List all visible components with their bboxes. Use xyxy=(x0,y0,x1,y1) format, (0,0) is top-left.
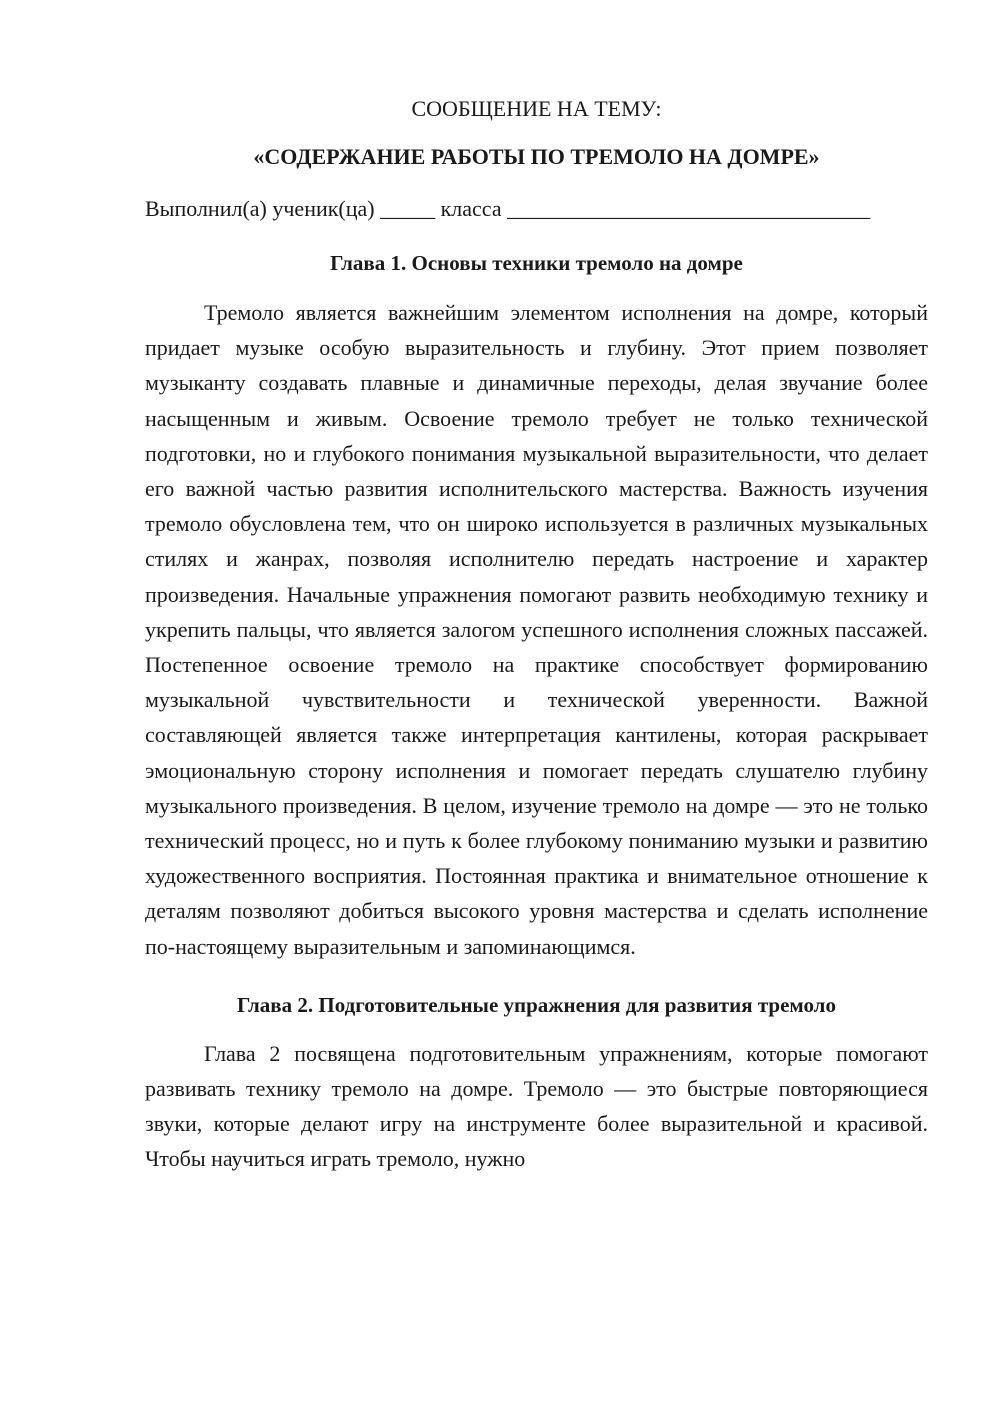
chapter-2-paragraph: Глава 2 посвящена подготовительным упражнениям, которые помогают развивать технику тремоло на домре. Тремоло — это быстрые повторяющиеся звуки, которые делают игру на инструменте более выразительной и красивой. Чтобы научиться играть тремоло, нужно xyxy=(145,1040,928,1172)
chapter-2-heading: Глава 2. Подготовительные упражнения для развития тремоло xyxy=(237,992,836,1017)
document-title-line-2: «СОДЕРЖАНИЕ РАБОТЫ ПО ТРЕМОЛО НА ДОМРЕ» xyxy=(253,144,820,169)
chapter-1-heading: Глава 1. Основы техники тремоло на домре xyxy=(330,251,743,275)
chapter-1-paragraph: Тремоло является важнейшим элементом исполнения на домре, который придает музыке особую выразительность и глубину. Этот прием позволяет музыканту создавать плавные и динамичные переходы, делая звучание более насыщенным и живым. Освоение тремоло требует не только технической подготовки, но и глубокого понимания музыкальной выразительности, что делает его важной частью развития исполнительского мастерства. Важность изучения тремоло обусловлена тем, что он широко используется в различных музыкальных стилях и жанрах, позволяя исполнителю передать настроение и характер произведения. Начальные упражнения помогают развить необходимую технику и укрепить пальцы, что является залогом успешного исполнения сложных пассажей. Постепенное освоение тремоло на практике способствует формированию музыкальной чувствительности и технической уверенности. Важной составляющей является также интерпретация кантилены, которая раскрывает эмоциональную сторону исполнения и помогает передать слушателю глубину музыкального произведения. В целом, изучение тремоло на домре — это не только технический процесс, но и путь к более глубокому пониманию музыки и развитию художественного восприятия. Постоянная практика и внимательное отношение к деталям позволяют добиться высокого уровня мастерства и сделать исполнение по-настоящему выразительным и запоминающимся. xyxy=(145,300,928,959)
author-line: Выполнил(а) ученик(ца) _____ класса _________________________________ xyxy=(145,196,871,221)
document-page xyxy=(145,94,928,1177)
document-title-line-1: СООБЩЕНИЕ НА ТЕМУ: xyxy=(411,96,662,121)
